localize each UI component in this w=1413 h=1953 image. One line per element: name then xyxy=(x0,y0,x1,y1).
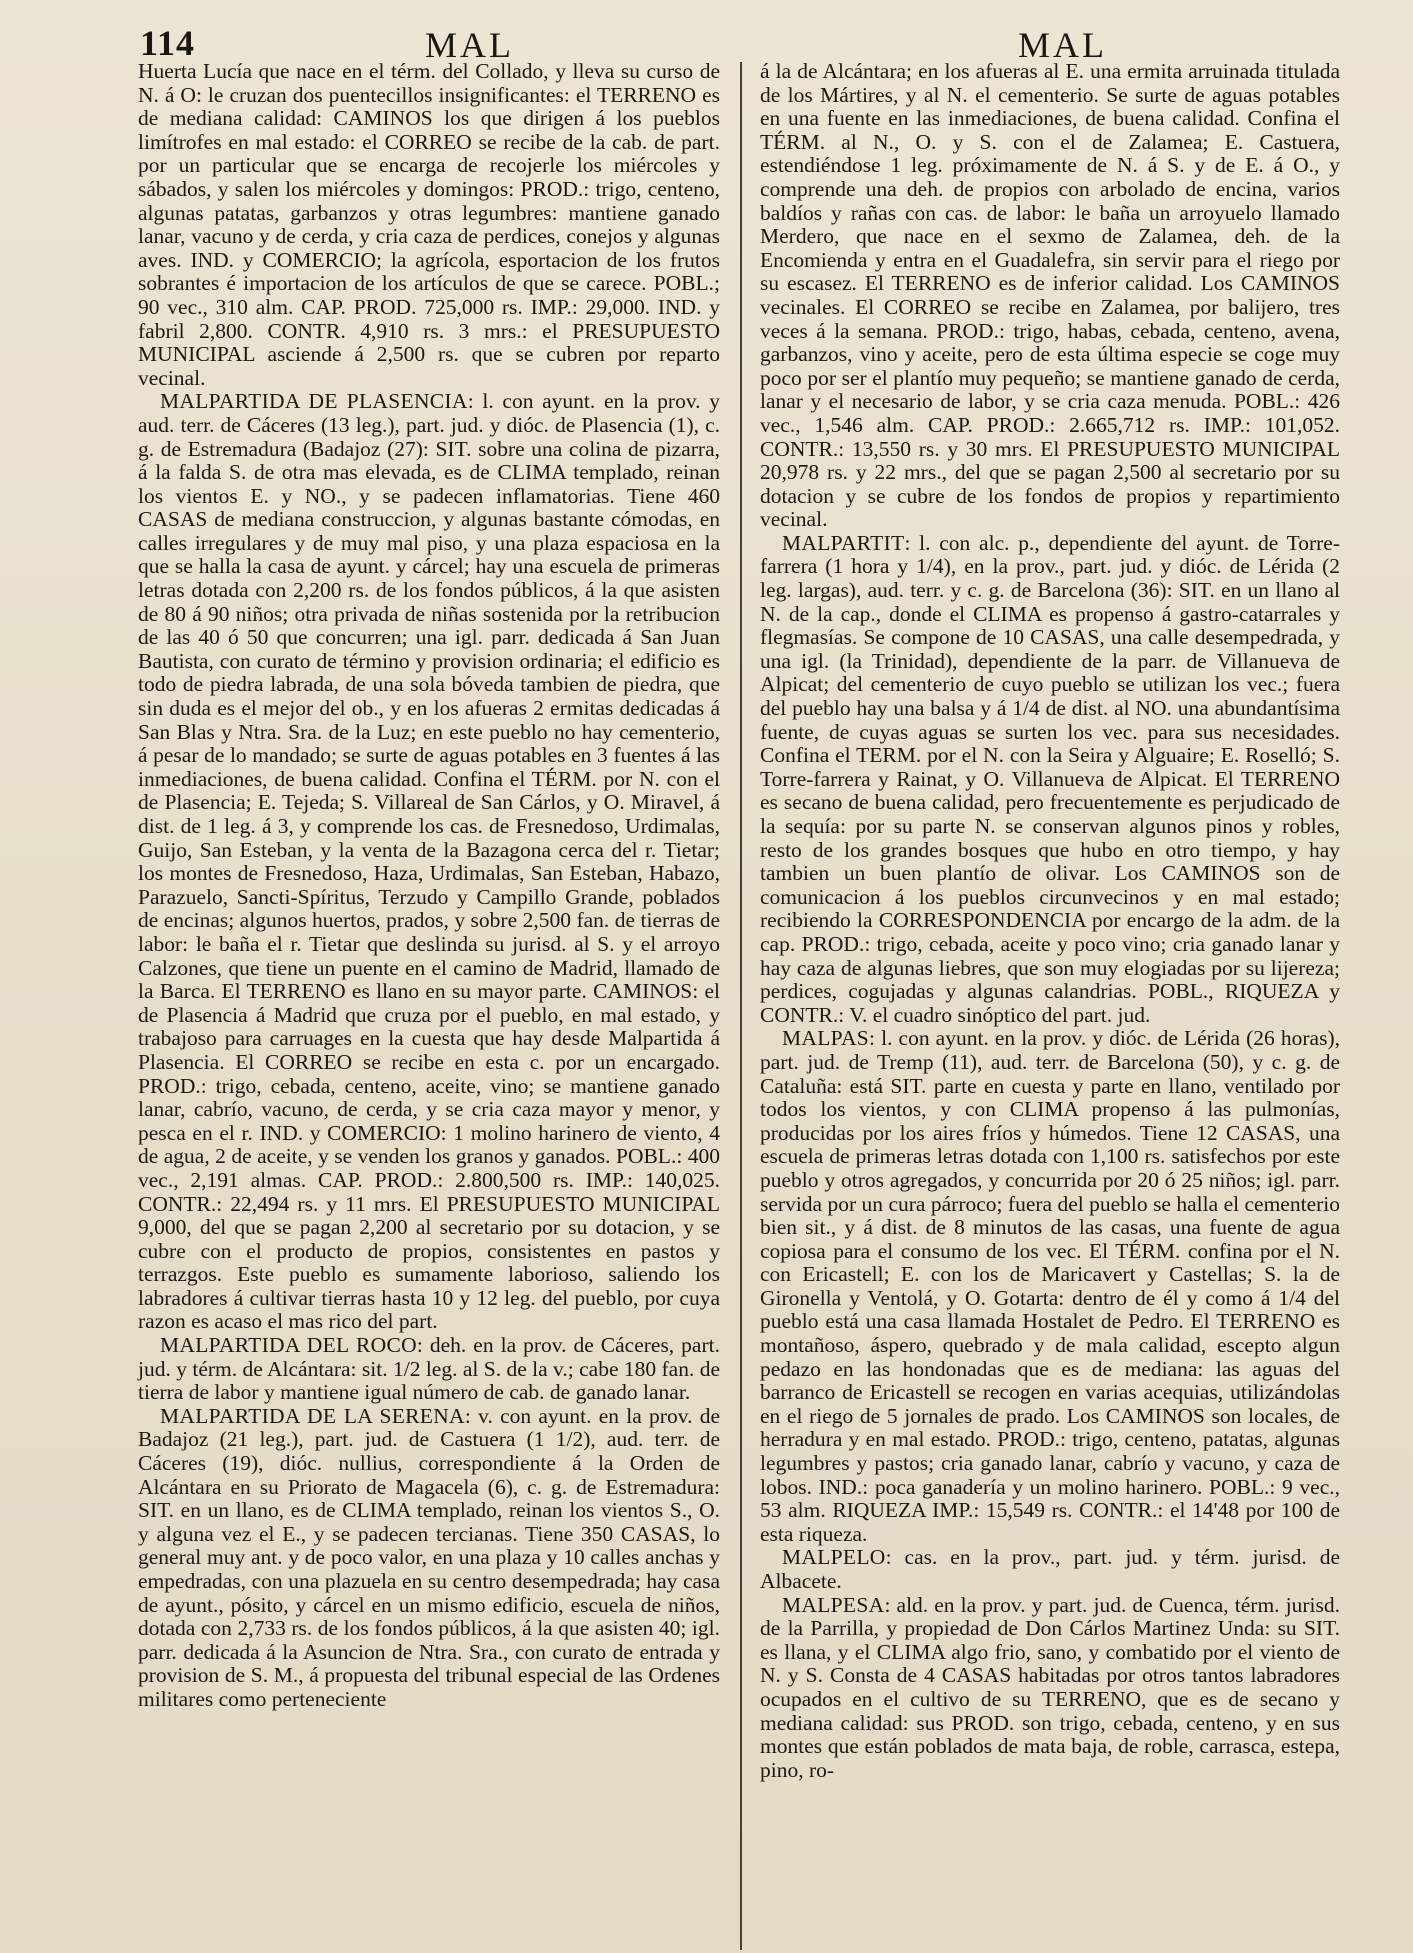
entry-body: : v. con ayunt. en la prov. de Badajoz (21 leg.), part. jud. de Castuera (1 1/2), aud. terr. de Cáceres (19), dióc. nullius, correspondiente á la Orden de Alcántara en su Priorato de Magacela (6), c. g. de Estremadura: SIT. en un llano, es de CLIMA templado, reinan los vientos S., O. y alguna vez el E., y se padecen tercianas. Tiene 350 CASAS, lo general muy ant. y de poco valor, en una plaza y 10 calles anchas y empedradas, con una plazuela en su centro desempedrada; hay casa de ayunt., pósito, y cárcel en un mismo edificio, escuela de niños, dotada con 2,733 rs. de los fondos públicos, á la que asisten 40; igl. parr. dedicada á la Asuncion de Ntra. Sra., con curato de entrada y provision de S. M., á propuesta del tribunal especial de las Ordenes militares como perteneciente xyxy=(138,1403,720,1711)
entry-continuation xyxy=(138,60,720,390)
entry xyxy=(760,1546,1340,1593)
entry-headword: MALPARTIDA DE LA SERENA xyxy=(160,1403,465,1428)
entry-body: á la de Alcántara; en los afueras al E. una ermita arruinada titulada de los Mártires, y al N. el cementerio. Se surte de aguas potables en una fuente en las inmediaciones, de buena calidad. Confina el TÉRM. al N., O. y S. con el de Zalamea; E. Castuera, estendiéndose 1 leg. próximamente de N. á S. y de E. á O., y comprende una deh. de propios con arbolado de encina, varios baldíos y rañas con cas. de labor: le baña un arroyuelo llamado Merdero, que nace en el sexmo de Zalamea, deh. de la Encomienda y entra en el Guadalefra, sin servir para el riego por su escasez. El TERRENO es de inferior calidad. Los CAMINOS vecinales. El CORREO se recibe en Zalamea, por balijero, tres veces á la semana. PROD.: trigo, habas, cebada, centeno, avena, garbanzos, vino y aceite, pero de esta última especie se coge muy poco por ser el plantío muy pequeño; se mantiene ganado de cerda, lanar y el necesario de labor, y se cria caza menuda. POBL.: 426 vec., 1,546 alm. CAP. PROD.: 2.665,712 rs. IMP.: 101,052. CONTR.: 13,550 rs. y 30 mrs. El PRESUPUESTO MUNICIPAL 20,978 rs. y 22 mrs., del que se pagan 2,500 al secretario por su dotacion y se cubre de los fondos de propios y repartimiento vecinal. xyxy=(760,59,1340,532)
running-head-left: MAL xyxy=(425,25,514,65)
column-divider xyxy=(740,62,742,1950)
entry-body: : l. con alc. p., dependiente del ayunt. de Torre-farrera (1 hora y 1/4), en la prov., part. jud. y dióc. de Lérida (2 leg. largas), aud. terr. y c. g. de Barcelona (36): SIT. en un llano al N. de la cap., donde el CLIMA es propenso á gastro-catarrales y flegmasías. Se compone de 10 CASAS, una calle desempedrada, y una igl. (la Trinidad), dependiente de la parr. de Villanueva de Alpicat; del cementerio de cuyo pueblo se utilizan los vec.; fuera del pueblo hay una balsa y á 1/4 de dist. al NO. una abundantísima fuente, de cuyas aguas se surten los vec. para sus necesidades. Confina el TERM. por el N. con la Seira y Alguaire; E. Roselló; S. Torre-farrera y Rainat, y O. Villanueva de Alpicat. El TERRENO es secano de buena calidad, pero frecuentemente es perjudicado de la sequía: por su parte N. se conservan algunos pinos y robles, resto de los grandes bosques que hubo en otro tiempo, y hay tambien un buen plantío de olivar. Los CAMINOS son de comunicacion á los pueblos circunvecinos y en mal estado; recibiendo la CORRESPONDENCIA por encargo de la adm. de la cap. PROD.: trigo, cebada, aceite y poco vino; cria ganado lanar y hay caza de algunas liebres, que son muy elogiadas por su lijereza; perdices, cogujadas y algunas calandrias. POBL., RIQUEZA y CONTR.: V. el cuadro sinóptico del part. jud. xyxy=(760,530,1340,1027)
entry-headword: MALPARTIDA DEL ROCO xyxy=(160,1333,417,1358)
left-column xyxy=(138,60,720,1712)
entry-body: : l. con ayunt. en la prov. y dióc. de Lérida (26 horas), part. jud. de Tremp (11), aud. terr. de Barcelona (50), y c. g. de Cataluña: está SIT. parte en cuesta y parte en llano, ventilado por todos los vientos, y con CLIMA propenso á las pulmonías, producidas por los aires fríos y húmedos. Tiene 12 CASAS, una escuela de primeras letras dotada con 1,100 rs. satisfechos por este pueblo y otros agregados, y concurrida por 20 ó 25 niños; igl. parr. servida por un cura párroco; fuera del pueblo se halla el cementerio bien sit., y á dist. de 8 minutos de las casas, una fuente de agua copiosa para el consumo de los vec. El TÉRM. confina por el N. con Ericastell; E. con los de Maricavert y Castellas; S. la de Gironella y Ventolá, y O. Gotarta: dentro de él y como á 1/4 del pueblo está una casa llamada Hostalet de Pedro. El TERRENO es montañoso, áspero, quebrado y de mala calidad, escepto algun pedazo en las hondonadas que es de mediana: las aguas del barranco de Ericastell se recogen en varias acequias, utilizándolas en el riego de 5 jornales de prado. Los CAMINOS son locales, de herradura y en mal estado. PROD.: trigo, centeno, patatas, algunas legumbres y pastos; cria ganado lanar, cabrío y vacuno, y caza de lobos. IND.: poca ganadería y un molino harinero. POBL.: 9 vec., 53 alm. RIQUEZA IMP.: 15,549 rs. CONTR.: el 14'48 por 100 de esta riqueza. xyxy=(760,1026,1340,1546)
entry xyxy=(138,1334,720,1405)
entry-body: Huerta Lucía que nace en el térm. del Collado, y lleva su curso de N. á O: le cruzan dos puentecillos insignificantes: el TERRENO es de mediana calidad: CAMINOS los que dirigen á los pueblos limítrofes en mal estado: el CORREO se recibe de la cab. de part. por un particular que se encarga de recojerle los miércoles y sábados, y salen los miércoles y domingos: PROD.: trigo, centeno, algunas patatas, garbanzos y otras legumbres: mantiene ganado lanar, vacuno y de cerda, y cria caza de perdices, conejos y algunas aves. IND. y COMERCIO; la agrícola, esportacion de los frutos sobrantes é importacion de los artículos de que se carece. POBL.; 90 vec., 310 alm. CAP. PROD. 725,000 rs. IMP.: 29,000. IND. y fabril 2,800. CONTR. 4,910 rs. 3 mrs.: el PRESUPUESTO MUNICIPAL asciende á 2,500 rs. que se cubren por reparto vecinal. xyxy=(138,59,720,390)
entry-body: : cas. en la prov., part. jud. y térm. jurisd. de Albacete. xyxy=(760,1545,1340,1593)
running-head-right: MAL xyxy=(1018,25,1107,65)
entry-body: : l. con ayunt. en la prov. y aud. terr. de Cáceres (13 leg.), part. jud. y dióc. de Plasencia (1), c. g. de Estremadura (Badajoz (27): SIT. sobre una colina de pizarra, á la falda S. de otra mas elevada, es de CLIMA templado, reinan los vientos E. y NO., y se padecen inflamatorias. Tiene 460 CASAS de mediana construccion, y algunas bastante cómodas, en calles irregulares y de muy mal piso, y una plaza espaciosa en la que se halla la casa de ayunt. y cárcel; hay una escuela de primeras letras dotada con 2,200 rs. de los fondos públicos, á la que asisten de 80 á 90 niños; otra privada de niñas sostenida por la retribucion de las 40 ó 50 que concurren; una igl. parr. dedicada á San Juan Bautista, con curato de término y provision ordinaria; el edificio es todo de piedra labrada, de una sola bóveda tambien de piedra, que sin duda es el mejor del ob., y en los afueras 2 ermitas dedicadas á San Blas y Ntra. Sra. de la Luz; en este pueblo no hay cementerio, á pesar de lo mandado; se surte de aguas potables en 3 fuentes á las inmediaciones, de buena calidad. Confina el TÉRM. por N. con el de Plasencia; E. Tejeda; S. Villareal de San Cárlos, y O. Miravel, á dist. de 1 leg. á 3, y comprende los cas. de Fresnedoso, Urdimalas, Guijo, San Esteban, y la venta de la Bazagona cerca del r. Tietar; los montes de Fresnedoso, Haza, Urdimalas, San Esteban, Habazo, Parazuelo, Sancti-Spíritus, Terzudo y Campillo Grande, poblados de encinas; algunos huertos, prados, y sobre 2,500 fan. de tierras de labor: le baña el r. Tietar que deslinda su jurisd. al S. y el arroyo Calzones, que tiene un puente en el camino de Madrid, llamado de la Barca. El TERRENO es llano en su mayor parte. CAMINOS: el de Plasencia á Madrid que cruza por el pueblo, en mal estado, y trabajoso para carruages en la cuesta que hay desde Malpartida á Plasencia. El CORREO se recibe en esta c. por un encargado. PROD.: trigo, cebada, centeno, aceite, vino; se mantiene ganado lanar, cabrío, vacuno, de cerda, y se cria caza mayor y menor, y pesca en el r. IND. y COMERCIO: 1 molino harinero de viento, 4 de agua, 2 de aceite, y se venden los granos y ganados. POBL.: 400 vec., 2,191 almas. CAP. PROD.: 2.800,500 rs. IMP.: 140,025. CONTR.: 22,494 rs. y 11 mrs. El PRESUPUESTO MUNICIPAL 9,000, del que se pagan 2,200 al secretario por su dotacion, y se cubre con el producto de propios, consistentes en pastos y terrazgos. Este pueblo es sumamente laborioso, saliendo los labradores á cultivar tierras hasta 10 y 12 leg. del pueblo, por cuya razon es acaso el mas rico del part. xyxy=(138,389,720,1334)
entry xyxy=(138,1405,720,1712)
page-number: 114 xyxy=(140,23,196,63)
entry-headword: MALPAS xyxy=(782,1026,870,1051)
right-column xyxy=(760,60,1340,1782)
entry-continuation xyxy=(760,60,1340,532)
entry xyxy=(138,390,720,1334)
entry xyxy=(760,1027,1340,1546)
entry xyxy=(760,532,1340,1027)
entry-headword: MALPARTIDA DE PLASENCIA xyxy=(160,389,468,414)
entry-headword: MALPARTIT xyxy=(782,530,905,555)
entry-body: : ald. en la prov. y part. jud. de Cuenca, térm. jurisd. de la Parrilla, y propiedad de Don Cárlos Martinez Unda: su SIT. es llana, y el CLIMA algo frio, sano, y combatido por el viento de N. y S. Consta de 4 CASAS habitadas por otros tantos labradores ocupados en el cultivo de su TERRENO, que es de secano y mediana calidad: sus PROD. son trigo, cebada, centeno, y en sus montes que están poblados de mata baja, de roble, carrasca, estepa, pino, ro- xyxy=(760,1592,1340,1782)
entry-body: : deh. en la prov. de Cáceres, part. jud. y térm. de Alcántara: sit. 1/2 leg. al S. de la v.; cabe 180 fan. de tierra de labor y mantiene igual número de cab. de ganado lanar. xyxy=(138,1333,720,1405)
entry-headword: MALPELO xyxy=(782,1545,886,1570)
entry-headword: MALPESA xyxy=(782,1592,885,1617)
entry xyxy=(760,1594,1340,1783)
